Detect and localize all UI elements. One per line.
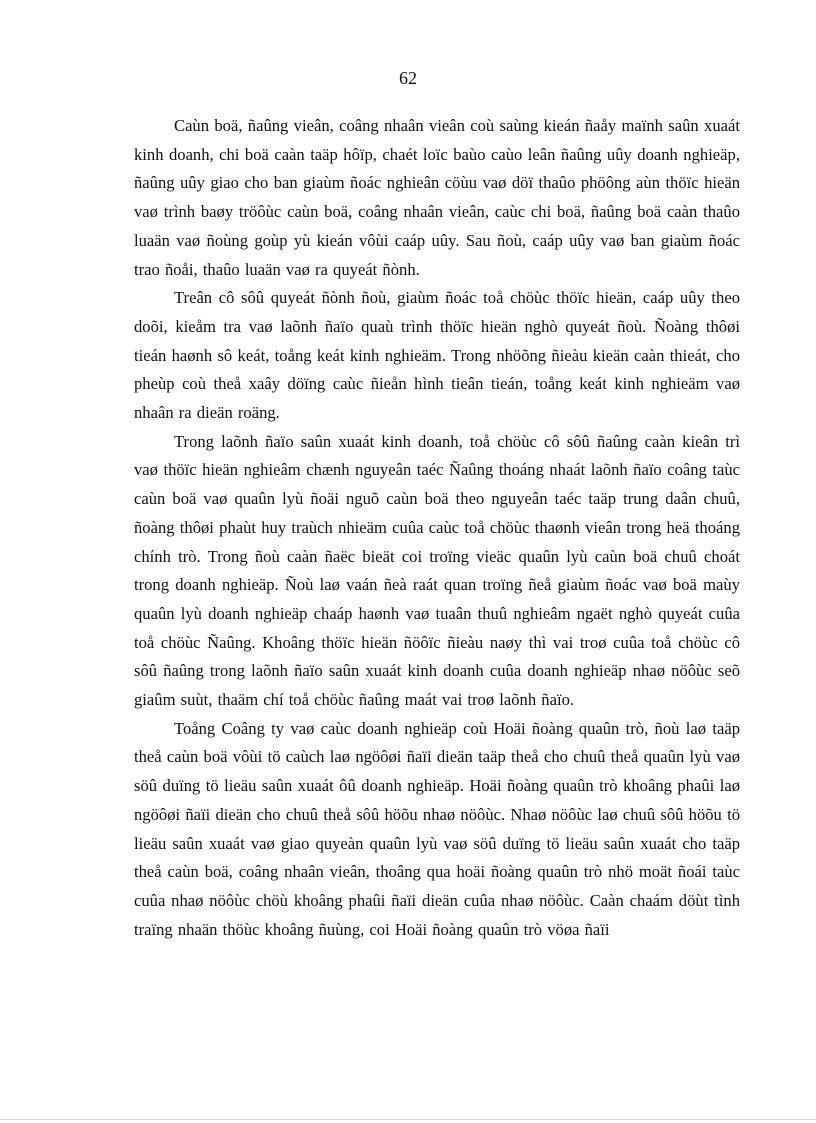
paragraph-4: Toång Coâng ty vaø caùc doanh nghieäp coù Hoäi ñoàng quaûn trò, ñoù laø taäp theå caùn boä vôùi tö caùch laø ngöôøi ñaïi dieän taäp theå cho chuû theå quaûn lyù vaø söû duïng tö lieäu saûn xuaát ôû doanh nghieäp. Hoäi ñoàng quaûn trò khoâng phaûi laø ngöôøi ñaïi dieän cho chuû theå sôû höõu nhaø nöôùc. Nhaø nöôùc laø chuû sôû höõu tö lieäu saûn xuaát vaø giao quyeàn quaûn lyù vaø söû duïng tö lieäu saûn xuaát cho taäp theå caùn boä, coâng nhaân vieân, thoâng qua hoäi ñoàng quaûn trò nhö moät ñoái taùc cuûa nhaø nöôùc chöù khoâng phaûi ñaïi dieän cuûa nhaø nöôùc. Caàn chaám döùt tình traïng nhaän thöùc khoâng ñuùng, coi Hoäi ñoàng quaûn trò vöøa ñaïi xyxy=(134,718,740,939)
page-number: 62 xyxy=(399,68,417,88)
body-text xyxy=(134,112,740,944)
paragraph-3: Trong laõnh ñaïo saûn xuaát kinh doanh, toå chöùc cô sôû ñaûng caàn kieân trì vaø thöïc hieän nghieâm chænh nguyeân taéc Ñaûng thoáng nhaát laõnh ñaïo coâng taùc caùn boä vaø quaûn lyù ñoäi nguõ caùn boä theo nguyeân taéc taäp trung daân chuû, ñoàng thôøi phaùt huy traùch nhieäm cuûa caùc toå chöùc thaønh vieân trong heä thoáng chính trò. Trong ñoù caàn ñaëc bieät coi troïng vieäc quaûn lyù caùn boä chuû choát trong doanh nghieäp. Ñoù laø vaán ñeà raát quan troïng ñeå giaùm ñoác vaø boä maùy quaûn lyù doanh nghieäp chaáp haønh vaø tuaân thuû nghieâm ngaët nghò quyeát cuûa toå chöùc Ñaûng. Khoâng thöïc hieän ñöôïc ñieàu naøy thì vai troø cuûa toå chöùc cô sôû ñaûng trong laõnh ñaïo saûn xuaát kinh doanh cuûa doanh nghieäp nhaø nöôùc seõ giaûm suùt, thaäm chí toå chöùc ñaûng maát vai troø laõnh ñaïo. xyxy=(134,431,740,710)
bottom-divider xyxy=(0,1119,816,1120)
paragraph-1: Caùn boä, ñaûng vieân, coâng nhaân vieân coù saùng kieán ñaåy maïnh saûn xuaát kinh doanh, chi boä caàn taäp hôïp, chaét loïc baùo caùo leân ñaûng uûy doanh nghieäp, ñaûng uûy giao cho ban giaùm ñoác nghieân cöùu vaø döï thaûo phöông aùn thöïc hieän vaø trình baøy tröôùc caùn boä, coâng nhaân vieân, caùc chi boä, ñaûng boä caàn thaûo luaän vaø ñoùng goùp yù kieán vôùi caáp uûy. Sau ñoù, caáp uûy vaø ban giaùm ñoác trao ñoåi, thaûo luaän vaø ra quyeát ñònh. xyxy=(134,116,740,279)
paragraph-2: Treân cô sôû quyeát ñònh ñoù, giaùm ñoác toå chöùc thöïc hieän, caáp uûy theo doõi, kieåm tra vaø laõnh ñaïo quaù trình thöïc hieän nghò quyeát ñoù. Ñoàng thôøi tieán haønh sô keát, toång keát kinh nghieäm. Trong nhöõng ñieàu kieän caàn thieát, cho pheùp coù theå xaây döïng caùc ñieån hình tieân tieán, toång keát kinh nghieäm vaø nhaân ra dieän roäng. xyxy=(134,288,740,423)
